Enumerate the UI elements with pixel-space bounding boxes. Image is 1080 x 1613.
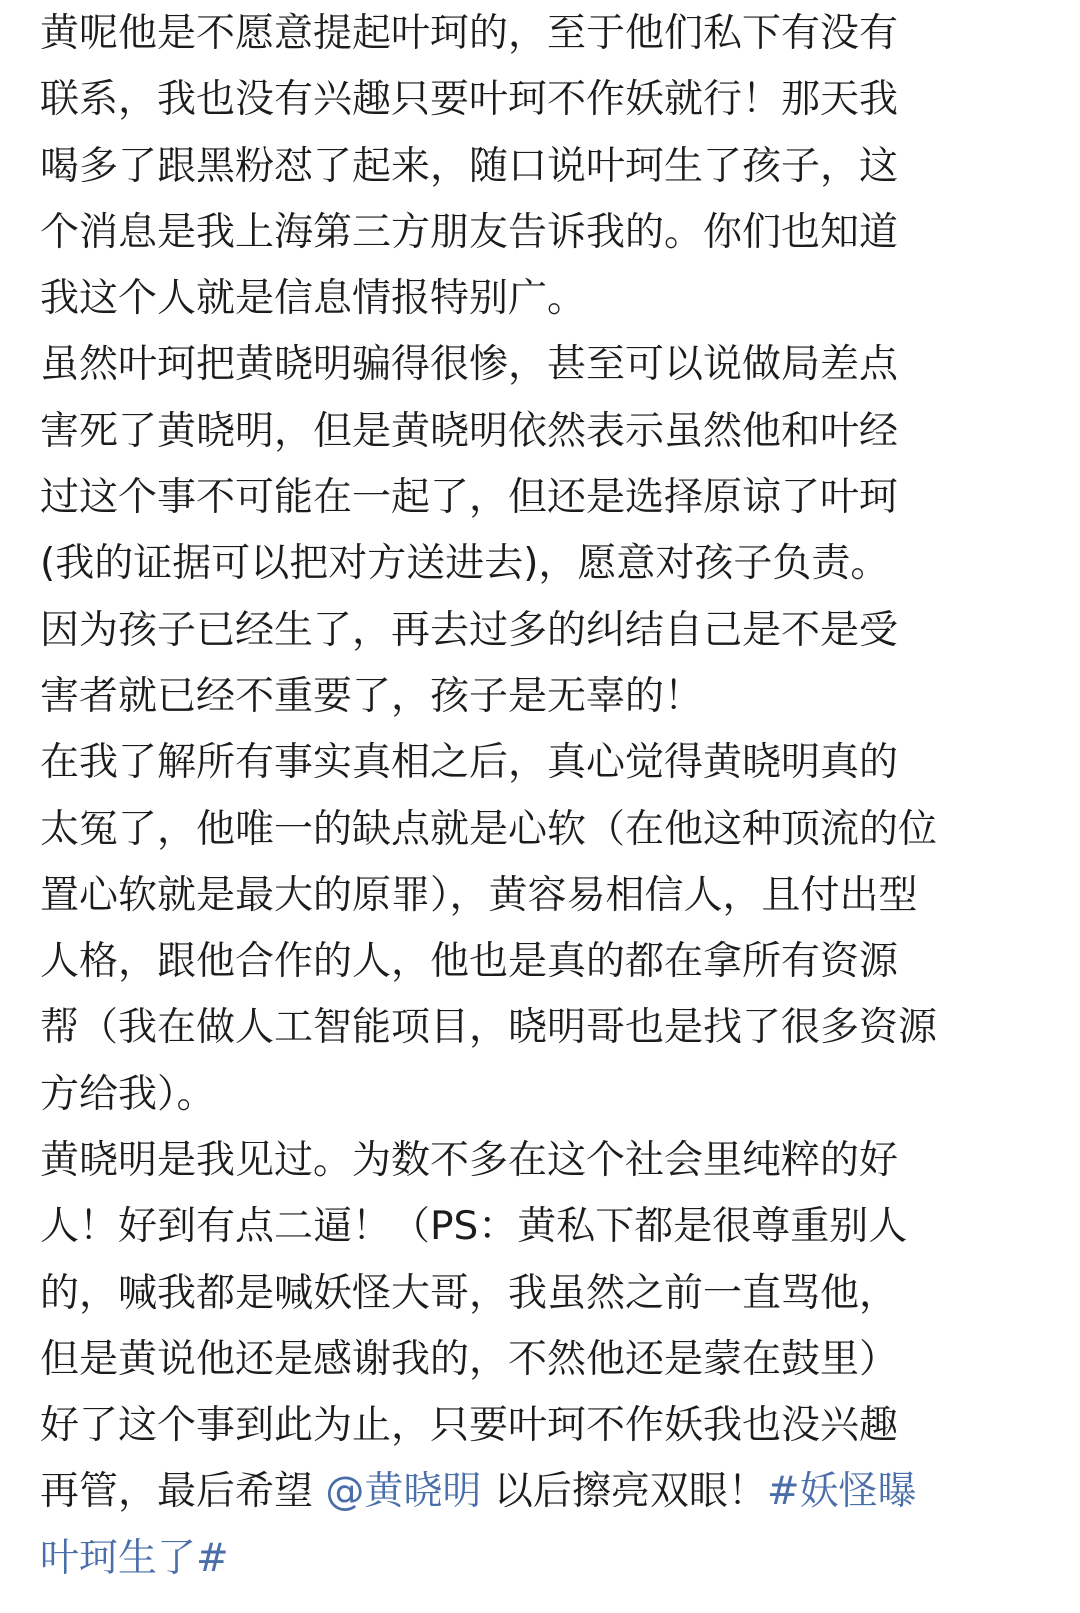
post-text-line: 虽然叶珂把黄晓明骗得很惨，甚至可以说做局差点 (40, 342, 899, 387)
post-text-line: 人！好到有点二逼！（PS：黄私下都是很尊重别人 (40, 1204, 908, 1249)
post-text-line: 联系，我也没有兴趣只要叶珂不作妖就行！那天我 (40, 77, 899, 122)
mention-link[interactable]: @黄晓明 (325, 1469, 482, 1514)
post-text-line: 喝多了跟黑粉怼了起来，随口说叶珂生了孩子，这 (40, 144, 899, 189)
post-text-line: 但是黄说他还是感谢我的，不然他还是蒙在鼓里） (40, 1337, 899, 1382)
post-text-line: 我这个人就是信息情报特别广。 (40, 276, 587, 321)
post-text-line: 好了这个事到此为止，只要叶珂不作妖我也没兴趣 (40, 1403, 899, 1448)
post-text-line: 太冤了，他唯一的缺点就是心软（在他这种顶流的位 (40, 807, 938, 852)
post-text-line (40, 1536, 229, 1581)
post-text-line: (我的证据可以把对方送进去)，愿意对孩子负责。 (40, 541, 890, 586)
post-text-line: 过这个事不可能在一起了，但还是选择原谅了叶珂 (40, 475, 899, 520)
post-text-segment: 以后擦亮双眼！ (481, 1469, 767, 1514)
post-text-line: 因为孩子已经生了，再去过多的纠结自己是不是受 (40, 608, 899, 653)
post-text-line: 帮（我在做人工智能项目，晓明哥也是找了很多资源 (40, 1005, 938, 1050)
post-text-line: 黄呢他是不愿意提起叶珂的，至于他们私下有没有 (40, 11, 899, 56)
post-text-line: 人格，跟他合作的人，他也是真的都在拿所有资源 (40, 939, 899, 984)
post-text-line: 在我了解所有事实真相之后，真心觉得黄晓明真的 (40, 740, 899, 785)
post-text-line: 个消息是我上海第三方朋友告诉我的。你们也知道 (40, 210, 899, 255)
post-text-line-with-links (40, 1469, 917, 1514)
post-text-line: 的，喊我都是喊妖怪大哥，我虽然之前一直骂他， (40, 1271, 899, 1316)
post-text-line: 害者就已经不重要了，孩子是无辜的！ (40, 674, 704, 719)
post-text-line: 黄晓明是我见过。为数不多在这个社会里纯粹的好 (40, 1138, 899, 1183)
post-text-segment: 再管，最后希望 (40, 1469, 326, 1514)
post-text-line: 害死了黄晓明，但是黄晓明依然表示虽然他和叶经 (40, 409, 899, 454)
post-text-line: 方给我）。 (40, 1072, 216, 1117)
post-text-line: 置心软就是最大的原罪），黄容易相信人，且付出型 (40, 873, 918, 918)
hashtag-link-continued[interactable]: 叶珂生了# (40, 1536, 229, 1581)
hashtag-link[interactable]: #妖怪曝 (766, 1469, 917, 1514)
